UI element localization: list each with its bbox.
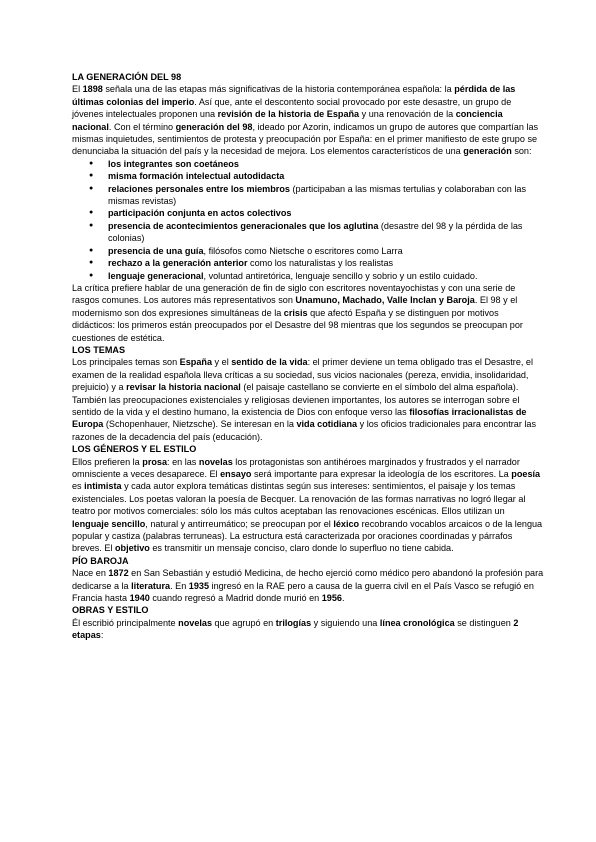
bold-text: sentido de la vida	[231, 357, 308, 368]
text-run: y siguiendo una	[311, 617, 380, 628]
bold-text: lenguaje generacional	[108, 270, 204, 281]
bold-text: misma formación intelectual autodidacta	[108, 171, 285, 182]
bullet-item	[72, 158, 544, 170]
bullet-item	[72, 183, 544, 208]
text-run: se distinguen	[454, 617, 514, 628]
text-run: será importante para expresar la ideología de los escritores. La	[251, 469, 512, 479]
bold-text: 1898	[82, 84, 103, 95]
bold-text: presencia de una guía	[108, 245, 204, 256]
section-heading: PÍO BAROJA	[72, 555, 129, 566]
bold-text: Unamuno, Machado, Valle Inclan y Baroja	[295, 295, 475, 306]
text-run: ingresó en la RAE pero a causa de la guerra civil en el País Vasco se refugió en Francia hasta	[72, 580, 534, 604]
bold-text: poesía	[511, 469, 541, 479]
bold-text: participación conjunta en actos colectivos	[108, 208, 292, 219]
text-run: que agrupó en	[212, 617, 276, 628]
bullet-item	[72, 257, 544, 269]
bold-text: vida cotidiana	[296, 419, 358, 430]
text-run: que afectó España y se distinguen por motivos didácticos: los primeros están preocupados por el Desastre del 98 mientras que los segundos se preocupan por cuestiones de estética.	[72, 307, 523, 343]
bold-text: intimista	[84, 481, 122, 492]
text-run: es transmitir un mensaje conciso, claro donde lo superfluo no tiene cabida.	[149, 543, 454, 554]
bold-text: crisis	[283, 307, 308, 318]
text-run: Nace en	[72, 568, 109, 579]
bold-text: 1940	[129, 593, 150, 604]
text-run: .	[341, 593, 345, 604]
text-run: :	[100, 630, 104, 641]
section-heading: OBRAS Y ESTILO	[72, 605, 149, 616]
bold-text: léxico	[333, 518, 360, 529]
bold-text: rechazo a la generación anterior	[108, 258, 248, 269]
bullet-item	[72, 220, 544, 245]
text-run: es	[72, 481, 85, 492]
text-run: : el primer deviene un tema obligado tras el Desastre, el examen de la realidad española lleva críticas a su sociedad, sus vicios nacionales (pereza, envidia, insolidaridad, prejuicio) y a	[72, 357, 534, 393]
text-run: La crítica prefiere hablar de una generación de fin de siglo con escritores noventayochistas y con una serie de rasgos comunes. Los autores más representativos son	[72, 282, 516, 306]
bold-text: relaciones personales entre los miembros	[108, 183, 290, 194]
bold-text: pérdida de las últimas colonias del imperio	[72, 84, 516, 107]
text-run: Los principales temas son	[72, 357, 180, 368]
text-run: , voluntad antiretórica, lenguaje sencillo y sobrio y un estilo cuidado.	[203, 270, 478, 281]
bold-text: los integrantes son coetáneos	[108, 158, 239, 169]
text-run: cuando regresó a Madrid donde murió en	[149, 593, 322, 604]
bullet-item	[72, 170, 544, 182]
bold-text: conciencia nacional	[72, 109, 503, 132]
bold-text: 2 etapas	[72, 617, 519, 641]
paragraph	[72, 282, 544, 344]
text-run: (desastre del 98 y la pérdida de las colonias)	[108, 220, 523, 244]
bold-text: lenguaje sencillo	[72, 518, 146, 529]
text-run: en San Sebastián y estudió Medicina, de hecho ejerció como médico pero abandonó la profesión para dedicarse a la	[72, 568, 544, 591]
bold-text: línea cronológica	[379, 617, 455, 628]
text-run: (el paisaje castellano se convierte en el símbolo del alma española). También las preocupaciones existenciales y religiosas devienen importantes, los autores se interrogan sobre el sentido de la vida y el destino humano, la existencia de Dios con enfoque verso las	[72, 382, 520, 417]
bold-text: filosofías irracionalistas de Europa	[72, 406, 527, 430]
bold-text: revisión de la historia de España	[217, 109, 360, 120]
paragraph	[72, 567, 544, 604]
text-run: como los naturalistas y los realistas	[247, 258, 394, 269]
bold-text: 1956	[321, 593, 342, 604]
section-heading: LA GENERACIÓN DEL 98	[72, 72, 182, 82]
paragraph	[72, 456, 544, 555]
bold-text: presencia de acontecimientos generacionales que los aglutina	[108, 220, 379, 231]
text-run: y el	[212, 357, 232, 368]
text-run: , ideado por Azorin, indicamos un grupo de autores que compartían las mismas inquietudes, sentimientos de protesta y preocupación por España: en el primer manifiesto de este grupo se denunciaba la situación del país y la necesidad de mejora. Los elementos característicos de una	[72, 121, 539, 157]
text-run: Ellos prefieren la	[72, 456, 143, 467]
text-run: y una renovación de la	[359, 109, 456, 120]
text-run: y los oficios tradicionales para encontrar las razones de la decadencia del país (educación).	[72, 419, 537, 442]
text-run: los protagonistas son antihéroes marginados y frustrados y el narrador omnisciente a veces desaparece. El	[72, 456, 520, 479]
bold-text: objetivo	[114, 543, 150, 554]
text-run: recobrando vocablos arcaicos o de la lengua popular y castiza (palabras terruneas). La estructura está caracterizada por oraciones coordinadas y párrafos breves. El	[72, 518, 543, 554]
bold-text: prosa	[142, 456, 168, 467]
text-run: señala una de las etapas más significativas de la historia contemporánea española: la	[102, 84, 455, 95]
text-run: : en las	[167, 456, 199, 467]
text-run: y cada autor explora temáticas distintas según sus intereses: sentimientos, el paisaje y los temas existenciales. Los poetas valoran la poesía de Becquer. La renovación de las formas narrativas no logró llegar al teatro por motivos comerciales: sólo los más cultos aceptaban las renovaciones escénicas. Ellos utilizan un	[72, 481, 526, 517]
text-run: El	[72, 84, 83, 95]
bold-text: novelas	[198, 456, 233, 467]
bullet-list	[72, 158, 544, 282]
text-run: , natural y antirreumático; se preocupan por el	[145, 518, 334, 529]
text-run: . Así que, ante el descontento social provocado por este desastre, un grupo de jóvenes intelectuales proponen una	[72, 96, 512, 120]
text-run: Él escribió principalmente	[72, 617, 179, 628]
text-run: . En	[170, 580, 189, 591]
paragraph	[72, 356, 544, 443]
paragraph	[72, 83, 544, 157]
bold-text: 1872	[108, 568, 129, 579]
bold-text: 1935	[188, 580, 210, 591]
text-run: . Con el término	[108, 121, 176, 132]
text-run: (participaban a las mismas tertulias y colaboraban con las mismas revistas)	[108, 183, 526, 207]
bold-text: generación del 98	[175, 121, 253, 132]
text-run: . El 98 y el modernismo son dos expresiones simultáneas de la	[72, 295, 518, 318]
bold-text: España	[179, 357, 213, 368]
section-heading: LOS GÉNEROS Y EL ESTILO	[72, 444, 197, 455]
bold-text: novelas	[178, 617, 213, 628]
text-run: , filósofos como Nietsche o escritores como Larra	[203, 245, 403, 256]
bold-text: generación	[463, 146, 512, 157]
text-run: (Schopenhauer, Nietzsche). Se interesan en la	[103, 419, 297, 430]
bold-text: revisar la historia nacional	[126, 382, 241, 393]
bold-text: literatura	[131, 580, 171, 591]
bold-text: trilogías	[275, 617, 312, 628]
bullet-item	[72, 270, 544, 282]
bullet-item	[72, 207, 544, 219]
text-run: son:	[511, 146, 532, 157]
paragraph	[72, 617, 544, 642]
bullet-item	[72, 245, 544, 257]
section-heading: LOS TEMAS	[72, 344, 126, 355]
bold-text: ensayo	[220, 469, 252, 479]
